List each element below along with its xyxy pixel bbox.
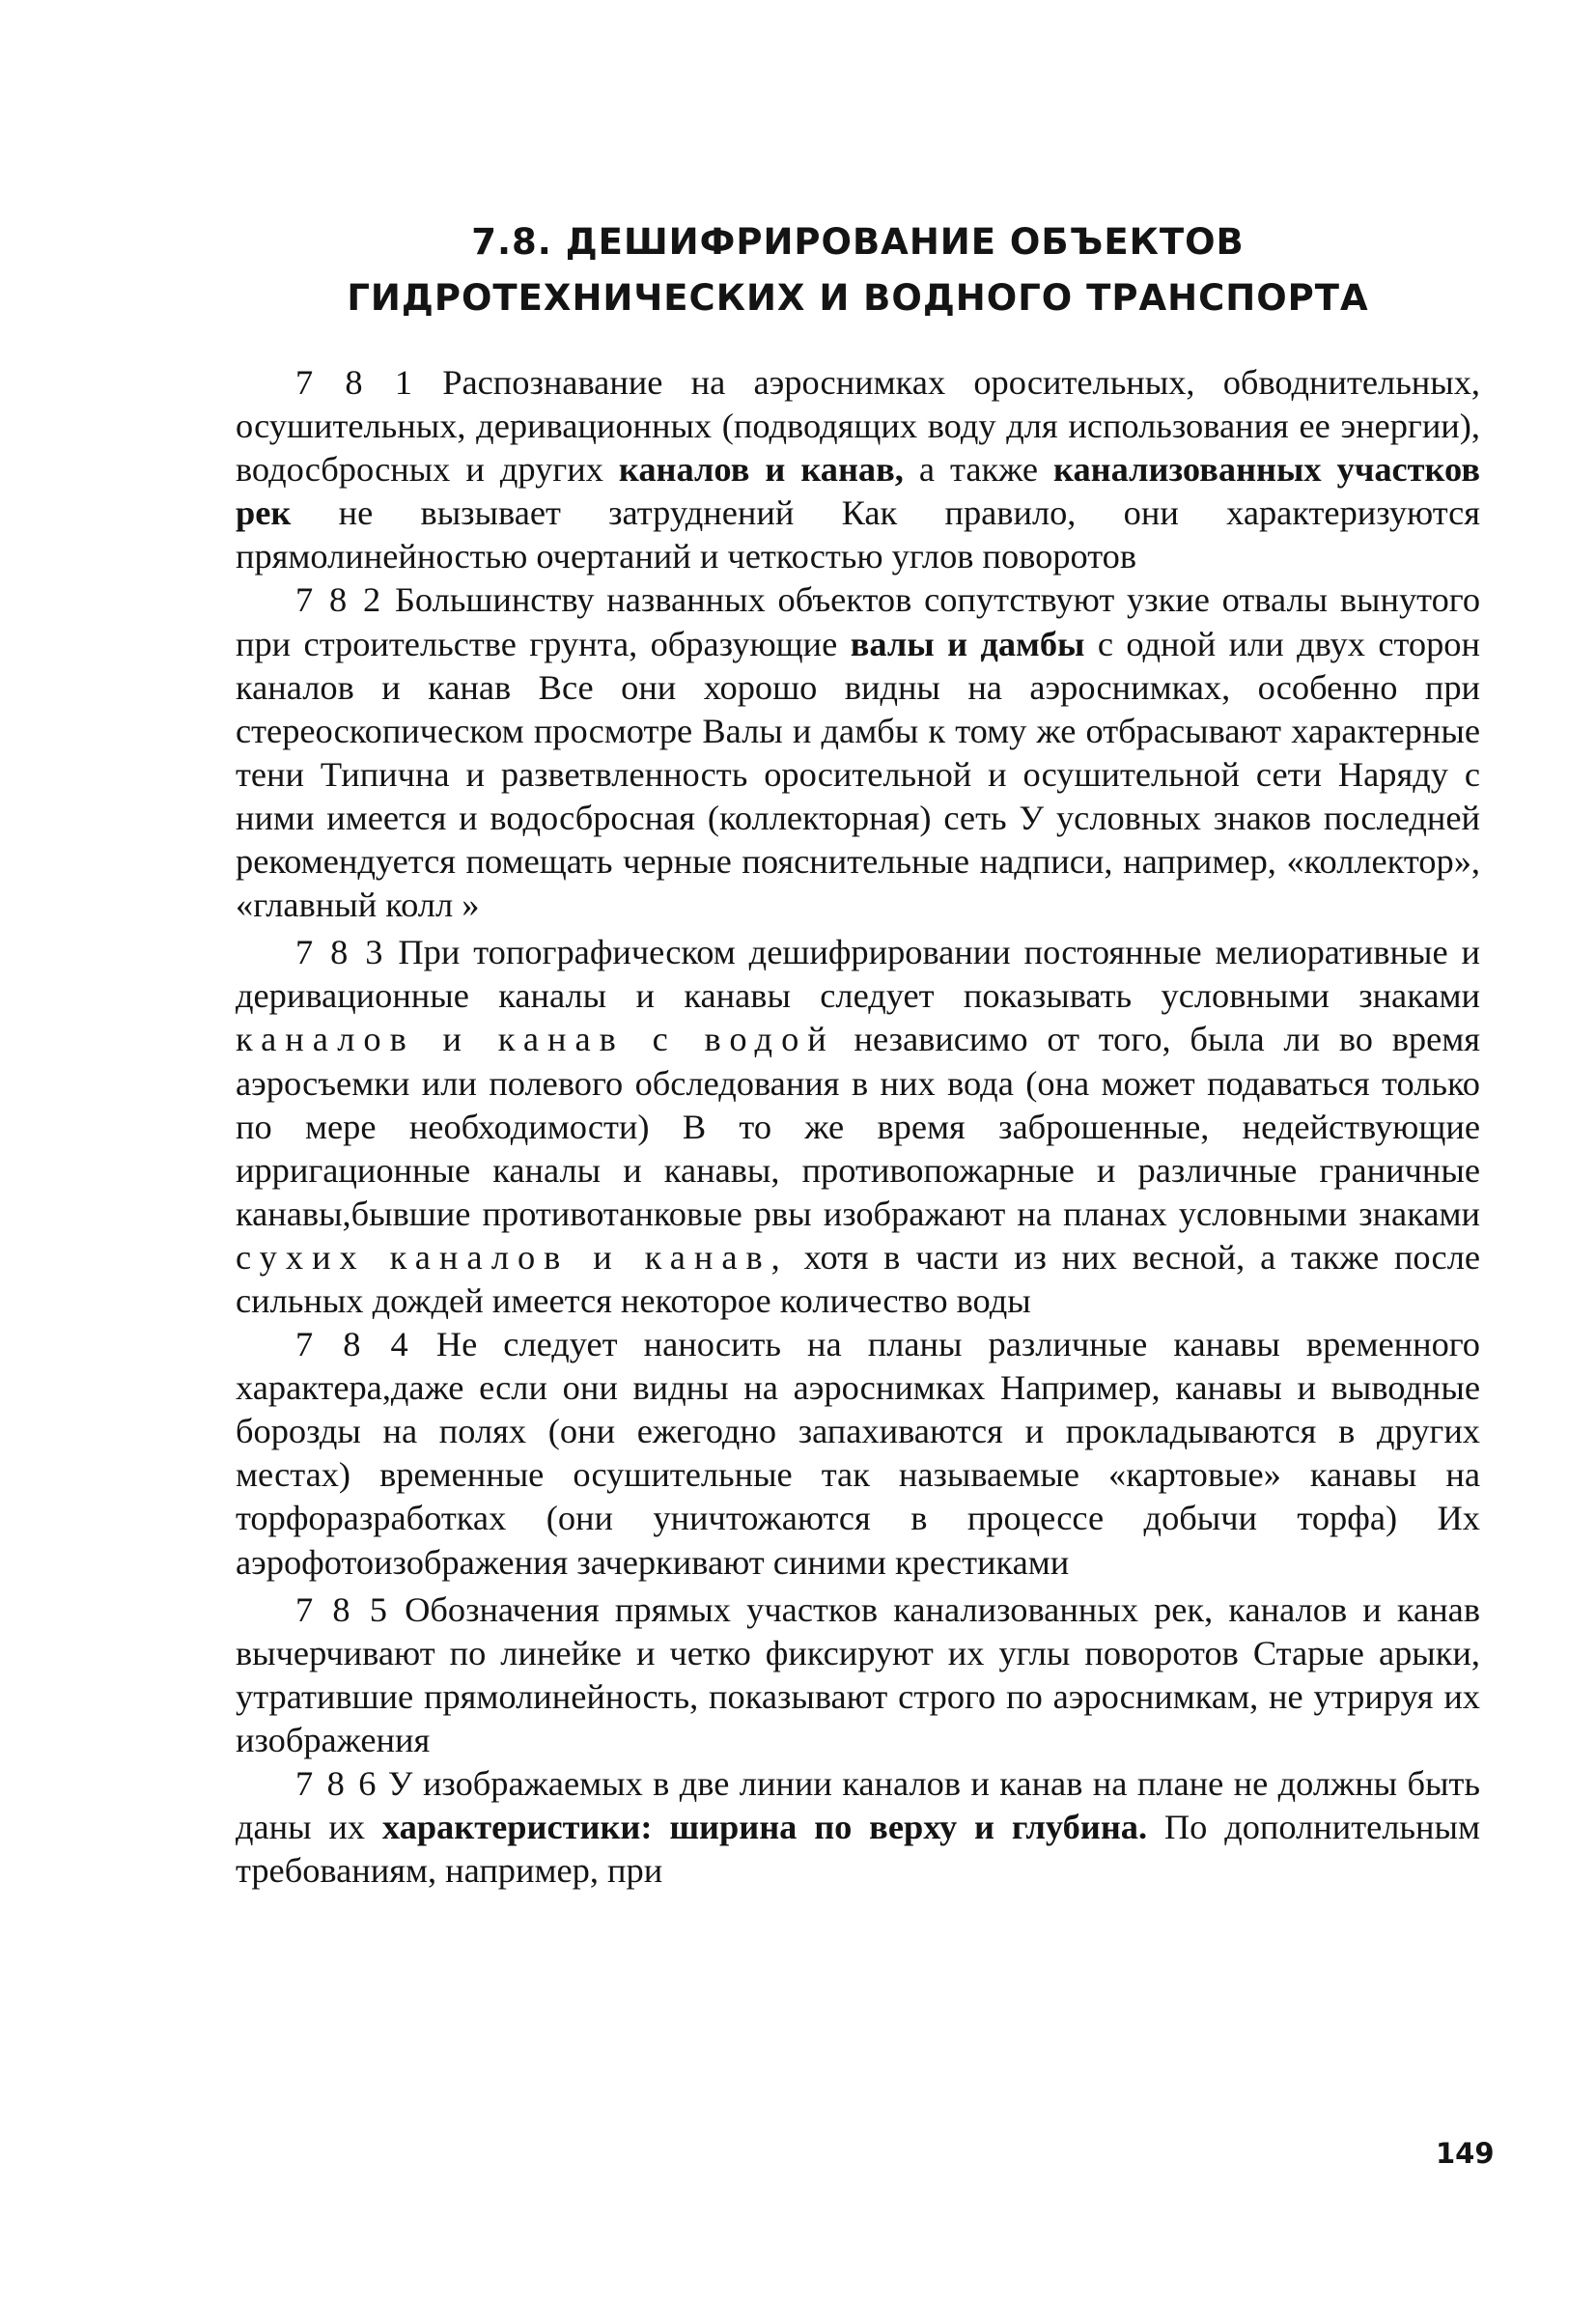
bold-term: канализованных участков рек: [236, 450, 1480, 533]
section-heading-line-1: 7.8. ДЕШИФРИРОВАНИЕ ОБЪЕКТОВ: [471, 221, 1245, 263]
paragraph-7-8-5: [236, 1588, 1480, 1762]
paragraph-text: Большинству названных объектов сопутствуют узкие отвалы вынутого при строительстве грунта, образующие: [236, 580, 1481, 663]
spaced-term: каналов и канав с водой: [236, 1020, 835, 1059]
paragraph-number: 7 8 4: [295, 1325, 410, 1364]
paragraph-number: 7 8 3: [295, 933, 385, 972]
paragraph-text: а также: [903, 450, 1054, 490]
paragraph-text: хотя в части из них весной, а также после сильных дождей имеется некоторое количество воды: [236, 1237, 1481, 1320]
paragraph-text: Обозначения прямых участков канализованных рек, каналов и канав вычерчивают по линейке и четко фиксируют их углы поворотов Старые арыки, утратившие прямолинейность, показывают строго по аэроснимкам, не утрируя их изображения: [236, 1589, 1481, 1759]
body-text: [236, 361, 1480, 1893]
paragraph-number: 7 8 2: [295, 580, 383, 620]
paragraph-7-8-4: [236, 1323, 1480, 1585]
paragraph-text: независимо от того, была ли во время аэросъемки или полевого обследования в них вода (она может подаваться только по мере необходимости) В то же время заброшенные, недействующие ирригационные каналы и канавы, противопожарные и различные граничные канавы,бывшие противотанковые рвы изображают на планах условными знаками: [236, 1020, 1480, 1233]
section-heading: [236, 214, 1480, 326]
paragraph-number: 7 8 1: [295, 363, 415, 402]
spaced-term: сухих каналов и канав,: [236, 1237, 789, 1277]
bold-term: характеристики: ширина по верху и глубина.: [381, 1808, 1148, 1847]
paragraph-text: По дополнительным требованиям, например, при: [236, 1808, 1480, 1891]
bold-term: валы и дамбы: [850, 624, 1085, 663]
section-heading-line-2: ГИДРОТЕХНИЧЕСКИХ И ВОДНОГО ТРАНСПОРТА: [347, 277, 1369, 319]
paragraph-text: У изображаемых в две линии каналов и канав на плане не должны быть даны их: [236, 1764, 1480, 1847]
paragraph-7-8-1: [236, 361, 1480, 578]
paragraph-7-8-6: [236, 1762, 1480, 1893]
paragraph-7-8-3: [236, 931, 1480, 1323]
bold-term: каналов и канав,: [618, 450, 904, 490]
paragraph-number: 7 8 5: [295, 1589, 389, 1629]
paragraph-text: не вызывает затруднений Как правило, они характеризуются прямолинейностью очертаний и четкостью углов поворотов: [236, 493, 1480, 576]
paragraph-text: Распознавание на аэроснимках оросительных, обводнительных, осушительных, деривационных (подводящих воду для использования ее энергии), водосбросных и других: [236, 363, 1481, 490]
paragraph-number: 7 8 6: [295, 1764, 378, 1803]
paragraph-text: с одной или двух сторон каналов и канав Все они хорошо видны на аэроснимках, особенно при стереоскопическом просмотре Валы и дамбы к тому же отбрасывают характерные тени Типична и разветвленность оросительной и осушительной сети Наряду с ними имеется и водосбросная (коллекторная) сеть У условных знаков последней рекомендуется помещать черные пояснительные надписи, например, «коллектор», «главный колл »: [236, 624, 1480, 925]
paragraph-text: Не следует наносить на планы различные канавы временного характера,даже если они видны на аэроснимках Например, канавы и выводные борозды на полях (они ежегодно запахиваются и прокладываются в других местах) временные осушительные так называемые «картовые» канавы на торфоразработках (они уничтожаются в процессе добычи торфа) Их аэрофотоизображения зачеркивают синими крестиками: [236, 1325, 1481, 1582]
page-number: 149: [1436, 2137, 1495, 2170]
paragraph-7-8-2: [236, 578, 1480, 927]
paragraph-text: При топографическом дешифрировании постоянные мелиоративные и деривационные каналы и канавы следует показывать условными знаками: [236, 933, 1481, 1016]
